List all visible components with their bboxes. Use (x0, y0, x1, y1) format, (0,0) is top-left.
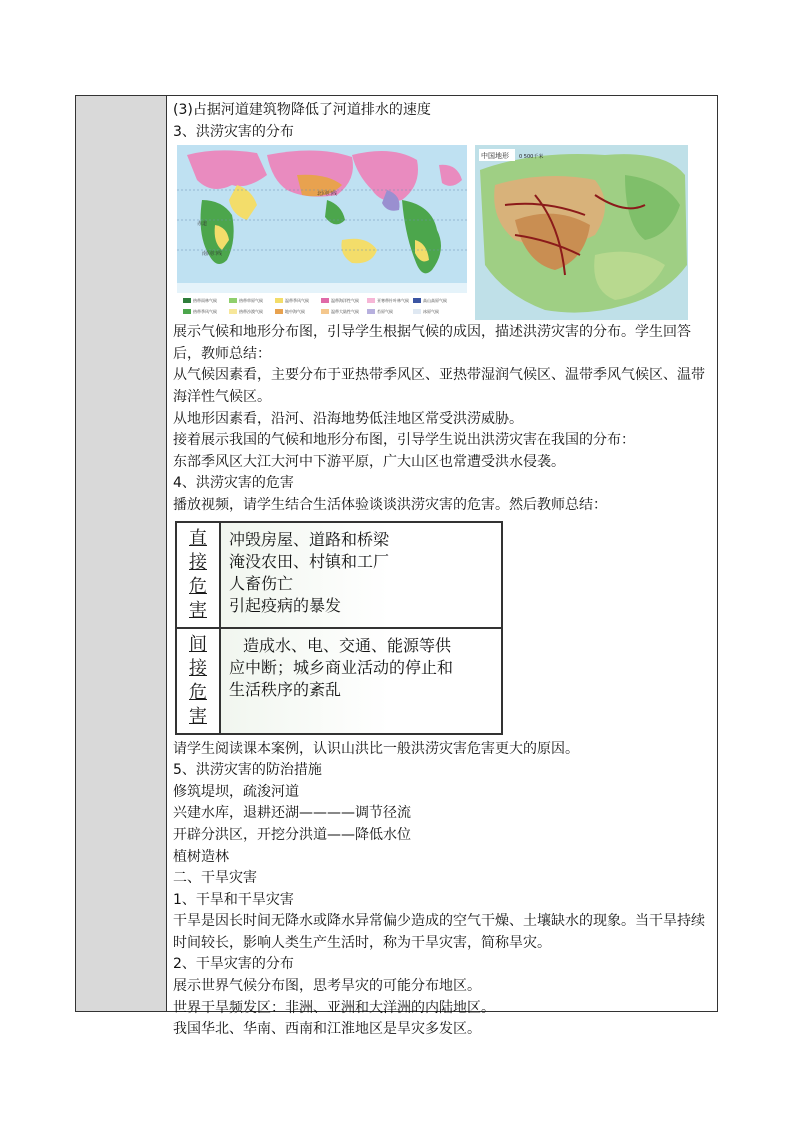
text-line: 开辟分洪区，开挖分洪道——降低水位 (173, 826, 411, 843)
china-map-graphic (475, 145, 688, 320)
text-line: 接着展示我国的气候和地形分布图，引导学生说出洪涝灾害在我国的分布： (173, 432, 635, 449)
section-heading: 4、洪涝灾害的危害 (173, 475, 294, 492)
legend-item: 温带海洋性气候 (331, 298, 359, 304)
section-heading: 2、干旱灾害的分布 (173, 956, 294, 973)
legend-item: 热带季风气候 (193, 309, 217, 315)
map-label-tropic-north: 北回归线 (317, 191, 338, 198)
legend-item: 热带沙漠气候 (239, 309, 263, 315)
harm-item: 引起疫病的暴发 (229, 595, 342, 615)
map-label-tropic-south: 南回归线 (202, 251, 223, 258)
lesson-table (75, 95, 718, 1038)
legend-item: 热带雨林气候 (193, 298, 217, 304)
left-column (76, 96, 167, 1011)
direct-harm-heading: 直 接 危 害 (177, 523, 221, 627)
content-cell (167, 96, 717, 1038)
text-line: 从地形因素看，沿河、沿海地势低洼地区常受洪涝威胁。 (173, 410, 523, 427)
indirect-harm-row (177, 629, 501, 733)
text-paragraph: 干旱是因长时间无降水或降水异常偏少造成的空气干燥、土壤缺水的现象。当干旱持续时间较长，影响人类生产生活时，称为干旱灾害，简称旱灾。 (173, 913, 705, 951)
legend-item: 冰原气候 (423, 309, 439, 315)
indirect-harm-heading: 间 接 危 害 (177, 629, 221, 733)
map-figures (177, 145, 713, 320)
china-map-scale: 0 500千米 (519, 154, 544, 161)
text-line: 兴建水库，退耕还湖————调节径流 (173, 805, 411, 822)
section-heading: 二、干旱灾害 (173, 870, 257, 887)
map-label-equator: 赤道 (197, 221, 208, 228)
text-line: 请学生阅读课本案例，认识山洪比一般洪涝灾害危害更大的原因。 (173, 740, 579, 757)
text-line: 播放视频，请学生结合生活体验谈谈洪涝灾害的危害。然后教师总结： (173, 496, 607, 513)
section-heading: 1、干旱和干旱灾害 (173, 891, 294, 908)
legend-item: 温带大陆性气候 (331, 309, 359, 315)
text-line: 展示世界气候分布图，思考旱灾的可能分布地区。 (173, 978, 481, 995)
harm-item: 人畜伤亡 (229, 573, 294, 593)
text-line: 我国华北、华南、西南和江淮地区是旱灾多发区。 (173, 1021, 481, 1038)
china-map-title: 中国地形 (481, 152, 509, 161)
section-heading: 5、洪涝灾害的防治措施 (173, 762, 322, 779)
indirect-harm-text: 造成水、电、交通、能源等供 应中断；城乡商业活动的停止和 生活秩序的紊乱 (221, 629, 501, 733)
text-line: 世界干旱频发区：非洲、亚洲和大洋洲的内陆地区。 (173, 999, 495, 1016)
direct-harm-row (177, 523, 501, 629)
world-map-graphic (177, 145, 467, 320)
harm-item: 淹没农田、村镇和工厂 (229, 551, 390, 571)
legend-item: 地中海气候 (285, 309, 305, 315)
legend-item: 温带季风气候 (285, 298, 309, 304)
legend-item: 亚寒带针叶林气候 (377, 298, 409, 304)
direct-harm-list (221, 523, 501, 627)
flood-harm-table (175, 521, 503, 735)
section-heading: 3、洪涝灾害的分布 (173, 123, 294, 140)
text-line: 植树造林 (173, 848, 229, 865)
text-line: 东部季风区大江大河中下游平原，广大山区也常遭受洪水侵袭。 (173, 453, 565, 470)
text-line: (3)占据河道建筑物降低了河道排水的速度 (173, 102, 431, 118)
legend-item: 高山高原气候 (423, 298, 447, 304)
harm-item: 冲毁房屋、道路和桥梁 (229, 529, 390, 549)
text-line: 修筑堤坝，疏浚河道 (173, 783, 299, 800)
china-terrain-map (475, 145, 688, 320)
text-paragraph: 展示气候和地形分布图，引导学生根据气候的成因，描述洪涝灾害的分布。学生回答后，教师总结： (173, 324, 691, 362)
world-climate-map (177, 145, 467, 320)
legend-item: 热带草原气候 (239, 298, 263, 304)
text-paragraph: 从气候因素看，主要分布于亚热带季风区、亚热带湿润气候区、温带季风气候区、温带海洋性气候区。 (173, 367, 705, 405)
legend-item: 苔原气候 (377, 309, 393, 315)
